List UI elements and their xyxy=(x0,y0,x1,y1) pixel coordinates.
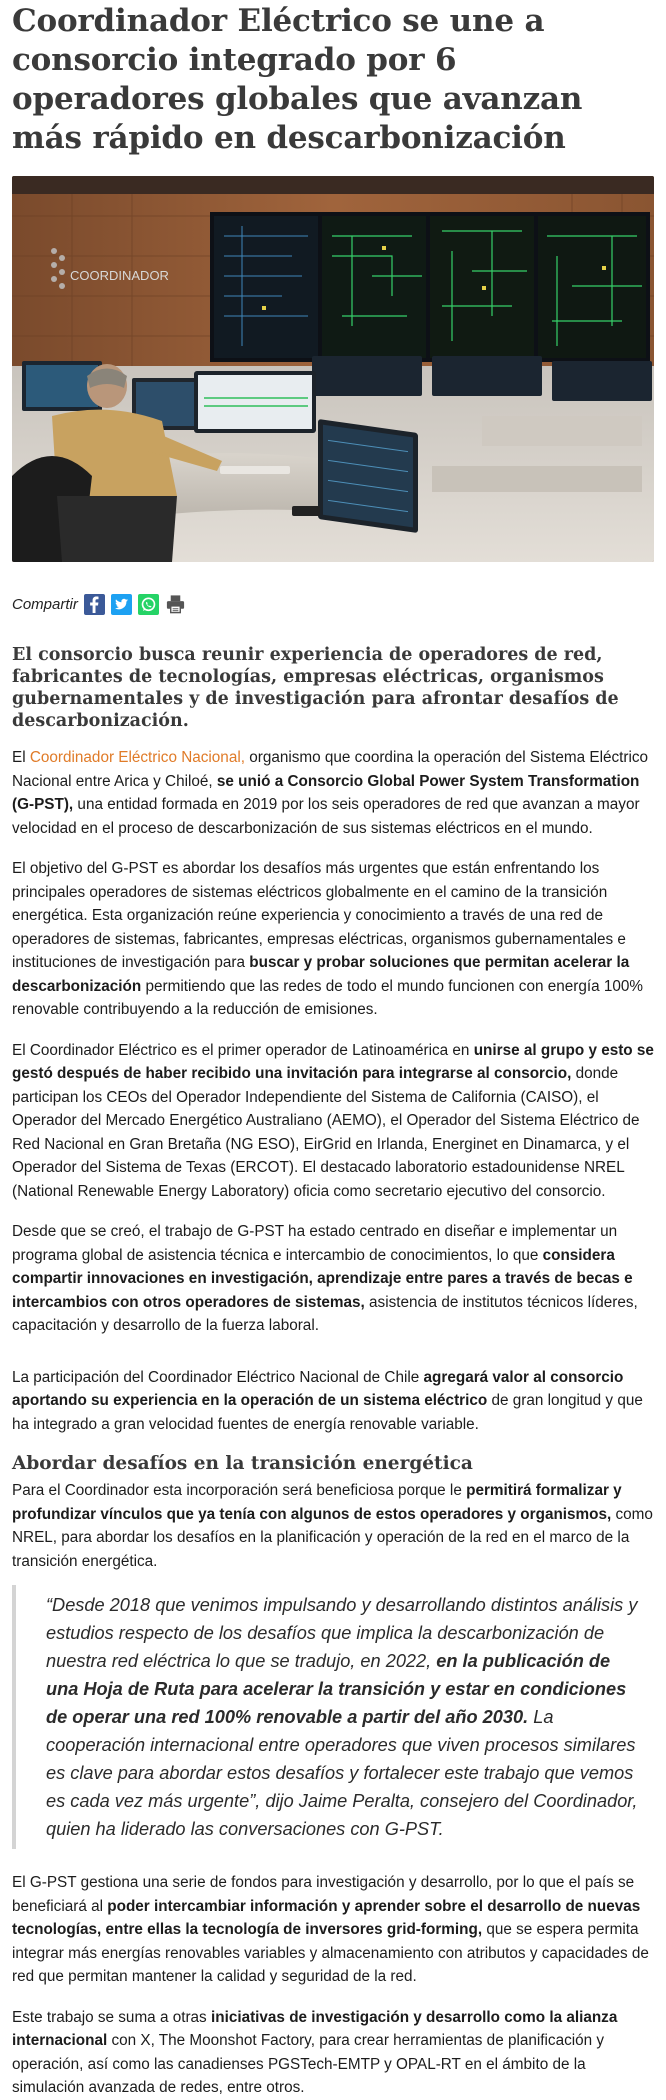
share-bar xyxy=(12,590,654,618)
paragraph-7: El G-PST gestiona una serie de fondos para investigación y desarrollo, por lo que el país se beneficiará al poder intercambiar información y aprender sobre el desarrollo de nuevas tecnologías, entre ellas la tecnología de inversores grid-forming, que se espera permita integrar más energías renovables variables y almacenamiento con atributos y capacidades de red que permitan mantener la calidad y seguridad de la red. xyxy=(12,1874,649,1985)
hero-image xyxy=(12,176,654,562)
article xyxy=(0,2,666,2100)
paragraph-5: La participación del Coordinador Eléctrico Nacional de Chile agregará valor al consorcio aportando su experiencia en la operación de un sistema eléctrico de gran longitud y que ha integrado a gran velocidad fuentes de energía renovable variable. xyxy=(12,1368,643,1433)
paragraph-4: Desde que se creó, el trabajo de G-PST ha estado centrado en diseñar e implementar un programa global de asistencia técnica e intercambio de conocimientos, lo que considera compartir innovaciones en investigación, aprendizaje entre pares a través de becas e intercambios con otros operadores de sistemas, asistencia de institutos técnicos líderes, capacitación y desarrollo de la fuerza laboral. xyxy=(12,1223,638,1334)
paragraph-6: Para el Coordinador esta incorporación será beneficiosa porque le permitirá formalizar y profundizar vínculos que ya tenía con algunos de estos operadores y organismos, como NREL, para abordar los desafíos en la planificación y operación de la red en el marco de la transición energética. xyxy=(12,1482,653,1570)
section-heading: Abordar desafíos en la transición energética xyxy=(12,1453,473,1474)
paragraph-2: El objetivo del G-PST es abordar los desafíos más urgentes que están enfrentando los principales operadores de sistemas eléctricos globalmente en el camino de la transición energética. Esta organización reúne experiencia y conocimiento a través de una red de operadores de sistemas, fabricantes, empresas eléctricas, organismos gubernamentales e instituciones de investigación para buscar y probar soluciones que permitan acelerar la descarbonización permitiendo que las redes de todo el mundo funcionen con energía 100% renovable contribuyendo a la reducción de emisiones. xyxy=(12,860,643,1018)
pull-quote: “Desde 2018 que venimos impulsando y desarrollando distintos análisis y estudios respecto de los desafíos que implica la descarbonización de nuestra red eléctrica lo que se tradujo, en 2022, en la publicación de una Hoja de Ruta para acelerar la transición y estar en condiciones de operar una red 100% renovable a partir del año 2030. La cooperación internacional entre operadores que viven procesos similares es clave para abordar estos desafíos y fortalecer este trabajo que vemos es cada vez más urgente”, dijo Jaime Peralta, consejero del Coordinador, quien ha liderado las conversaciones con G-PST. xyxy=(12,1585,654,1849)
coordinador-link[interactable]: Coordinador Eléctrico Nacional, xyxy=(29,749,245,766)
paragraph-8: Este trabajo se suma a otras iniciativas de investigación y desarrollo como la alianza internacional con X, The Moonshot Factory, para crear herramientas de planificación y operación, así como las canadienses PGSTech-EMTP y OPAL-RT en el ámbito de la simulación avanzada de redes, entre otros. xyxy=(12,2008,618,2096)
paragraph-3: El Coordinador Eléctrico es el primer operador de Latinoamérica en unirse al grupo y esto se gestó después de haber recibido una invitación para integrarse al consorcio, donde participan los CEOs del Operador Independiente del Sistema de California (CAISO), el Operador del Mercado Energético Australiano (AEMO), el Operador del Sistema Eléctrico de Red Nacional en Gran Bretaña (NG ESO), EirGrid en Irlanda, Energinet en Dinamarca, y el Operador del Sistema de Texas (ERCOT). El destacado laboratorio estadounidense NREL (National Renewable Energy Laboratory) oficia como secretario ejecutivo del consorcio. xyxy=(12,1041,654,1200)
wall-logo-text: COORDINADOR xyxy=(70,268,169,283)
article-lead: El consorcio busca reunir experiencia de operadores de red, fabricantes de tecnologías, empresas eléctricas, organismos gubernamentales y de investigación para afrontar desafíos de descarbonización. xyxy=(12,645,619,731)
print-icon[interactable] xyxy=(165,594,186,615)
article-title: Coordinador Eléctrico se une a consorcio integrado por 6 operadores globales que avanzan más rápido en descarbonización xyxy=(12,3,583,156)
facebook-icon[interactable] xyxy=(84,594,105,615)
paragraph-1: El Coordinador Eléctrico Nacional, organismo que coordina la operación del Sistema Eléctrico Nacional entre Arica y Chiloé, se unió a Consorcio Global Power System Transformation (G-PST), una entidad formada en 2019 por los seis operadores de red que avanzan a mayor velocidad en el proceso de descarbonización de sus sistemas eléctricos en el mundo. xyxy=(12,749,649,837)
whatsapp-icon[interactable] xyxy=(138,594,159,615)
share-label: Compartir xyxy=(12,595,78,613)
twitter-icon[interactable] xyxy=(111,594,132,615)
